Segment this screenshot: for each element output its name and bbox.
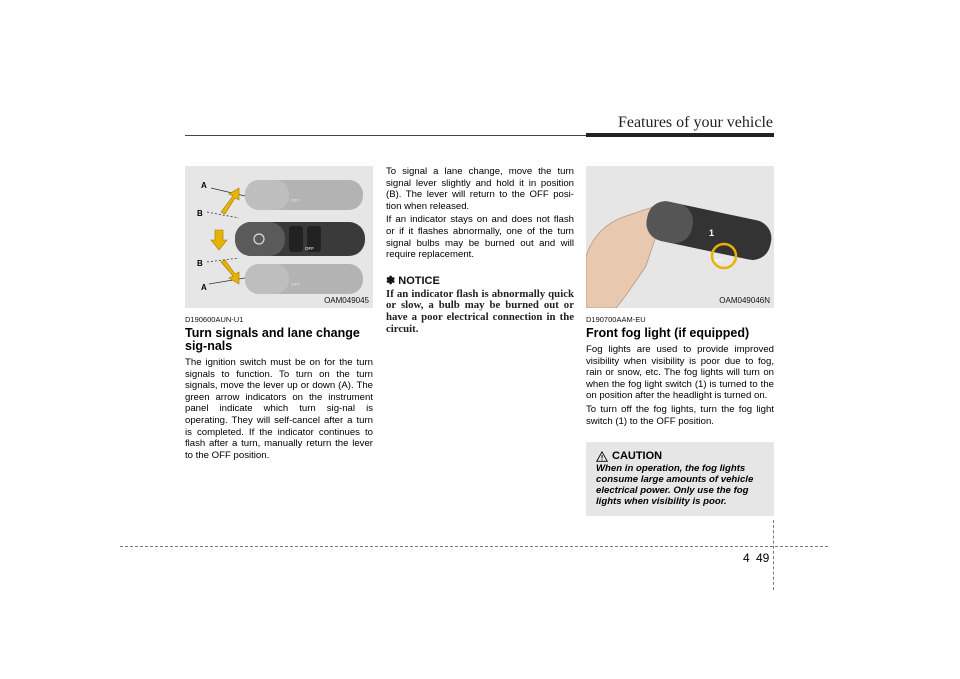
turn-signal-lever-illustration (185, 166, 373, 308)
off-label-1: OFF (291, 198, 300, 203)
fog-light-switch-illustration (586, 166, 774, 308)
section-code: D190700AAM-EU (586, 315, 646, 324)
footer-vertical-rule (773, 520, 774, 590)
label-a-bottom: A (201, 283, 207, 292)
fog-light-figure (586, 166, 774, 308)
body-paragraph: To turn off the fog lights, turn the fog light switch (1) to the OFF position. (586, 403, 774, 427)
middle-column (386, 166, 574, 335)
label-a-top: A (201, 181, 207, 190)
figure-code: OAM049045 (324, 296, 369, 305)
caution-box (586, 442, 774, 516)
header-rule-accent (586, 133, 774, 137)
arrow-down-icon (211, 230, 227, 250)
footer-rule (120, 546, 828, 547)
page-header-title: Features of your vehicle (617, 114, 773, 131)
caution-title: CAUTION (612, 450, 663, 462)
warning-icon (596, 451, 608, 462)
figure-code: OAM049046N (719, 296, 770, 305)
chapter-number: 4 (743, 551, 750, 565)
section-code: D190600AUN-U1 (185, 315, 244, 324)
body-paragraph: If an indicator stays on and does not flash or if it flashes abnormally, one of the turn signal bulbs may be burned out and will require replacement. (386, 214, 574, 261)
off-label-2: OFF (305, 246, 314, 251)
turn-signal-figure (185, 166, 373, 308)
caution-header (596, 450, 768, 462)
body-paragraph: Fog lights are used to provide improved visibility when visibility is poor due to fog, rain or snow, etc. The fog lights will turn on when the fog light switch (1) is turned to the on position after the headlight is turned on. (586, 344, 774, 402)
section-title: Front fog light (if equipped) (586, 326, 750, 340)
label-b-bottom: B (197, 259, 203, 268)
left-column (185, 315, 373, 463)
notice-body: If an indicator flash is abnormally quick or slow, a bulb may be burned out or have a poor electrical connection in the circuit. (386, 287, 574, 335)
label-1: 1 (709, 228, 715, 238)
off-label-3: OFF (291, 282, 300, 287)
caution-body: When in operation, the fog lights consume large amounts of vehicle electrical power. Only use the fog lights when visibility is poor. (596, 463, 754, 507)
label-b-top: B (197, 209, 203, 218)
off-label: OFF (714, 258, 723, 263)
body-paragraph: To signal a lane change, move the turn signal lever slightly and hold it in position (B). The lever will return to the OFF posi-tion when released. (386, 166, 574, 212)
right-column (586, 315, 774, 429)
notice-title: ✽ NOTICE (386, 274, 440, 287)
body-paragraph: The ignition switch must be on for the turn signals to function. To turn on the turn signals, move the lever up or down (A). The green arrow indicators on the instrument panel indicate which turn sig-nal is operating. They will self-cancel after a turn is completed. If the indicator continues to flash after a turn, manually return the lever to the OFF position. (185, 357, 373, 461)
section-title: Turn signals and lane change sig-nals (185, 326, 360, 353)
arrow-up-right-icon (221, 188, 239, 214)
page-number: 49 (756, 551, 770, 565)
